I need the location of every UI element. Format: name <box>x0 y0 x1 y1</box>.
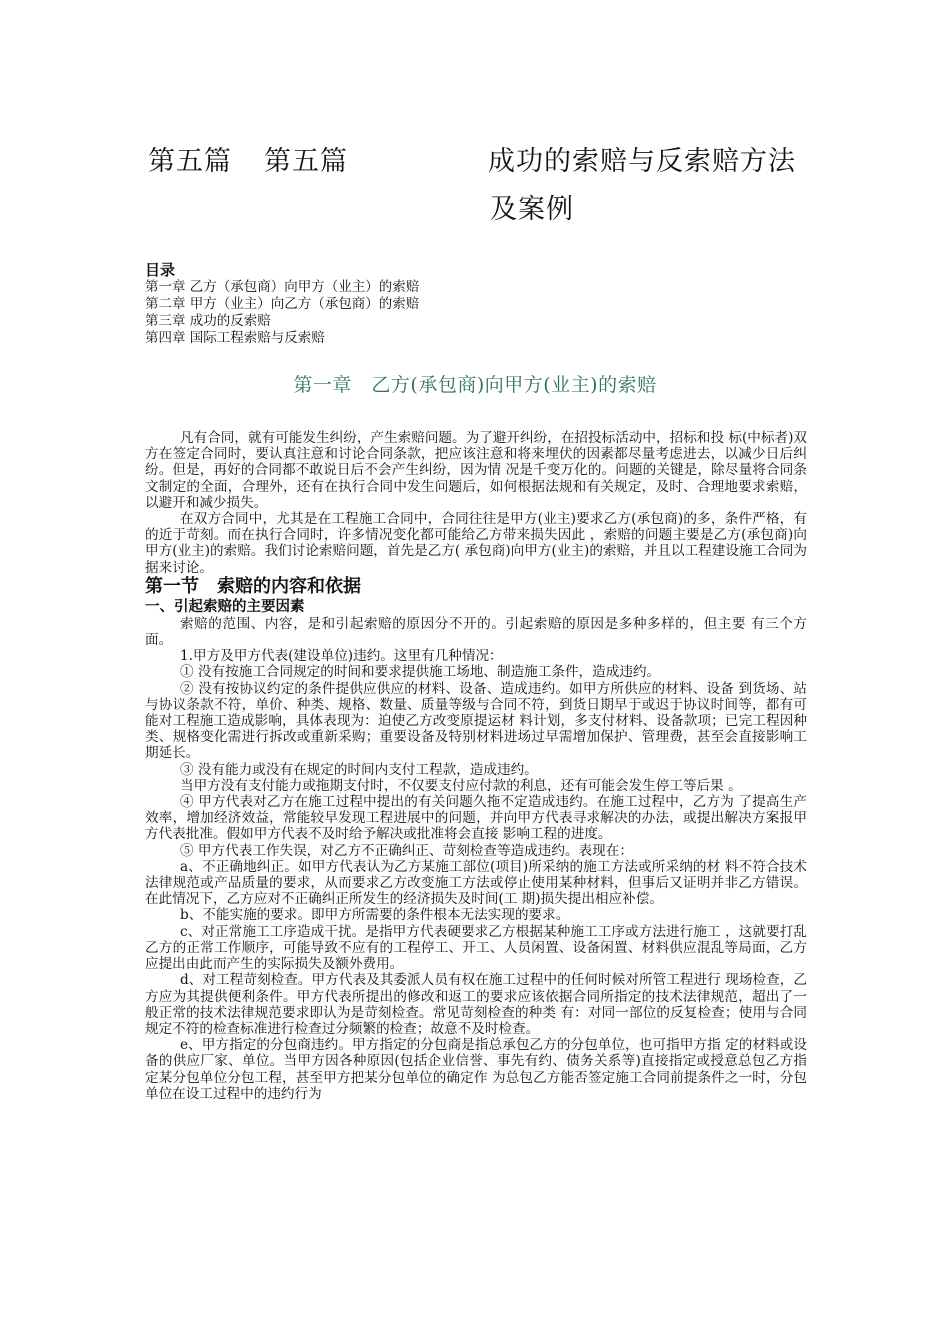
table-of-contents <box>145 262 419 347</box>
paragraph: d、对工程苛刻检查。甲方代表及其委派人员有权在施工过程中的任何时候对所管工程进行 现场检查，乙方应为其提供便利条件。甲方代表所提出的修改和返工的要求应该依据合同所指定的技术法律规范，超出了一般正常的技术法律规范要求即认为是苛刻检查。常见苛刻检查的种类 有：对同一部位的反复检查；使用与合同规定不符的检查标准进行检查过分频繁的检查；故意不及时检查。 <box>145 972 807 1037</box>
paragraph: 在双方合同中，尤其是在工程施工合同中，合同往往是甲方(业主)要求乙方(承包商)的多，条件严格，有的近于苛刻。而在执行合同时，许多情况变化都可能给乙方带来损失因此 ，索赔的问题主要是乙方(承包商)向甲方(业主)的索赔。我们讨论索赔问题，首先是乙方( 承包商)向甲方(业主)的索赔，并且以工程建设施工合同为据来讨论。 <box>145 511 807 576</box>
paragraph: ① 没有按施工合同规定的时间和要求提供施工场地、制造施工条件，造成违约。 <box>180 664 661 681</box>
section-heading: 第一节 索赔的内容和依据 <box>145 575 361 597</box>
paragraph: c、对正常施工工序造成干扰。是指甲方代表硬要求乙方根据某种施工工序或方法进行施工 ，这就要打乱乙方的正常工作顺序，可能导致不应有的工程停工、开工、人员闲置、设备闲置、材料供应混乱等局面，乙方应提出由此而产生的实际损失及额外费用。 <box>145 923 807 973</box>
toc-heading: 目录 <box>145 261 176 279</box>
subsection-heading: 一、引起索赔的主要因素 <box>145 598 305 615</box>
title-line2: 及案例 <box>490 194 574 225</box>
document-body <box>145 430 807 1102</box>
paragraph: 当甲方没有支付能力或拖期支付时，不仅要支付应付款的利息，还有可能会发生停工等后果 。 <box>180 777 742 794</box>
toc-item: 第二章 甲方（业主）向乙方（承包商）的索赔 <box>145 296 420 312</box>
paragraph: 凡有合同，就有可能发生纠纷，产生索赔问题。为了避开纠纷，在招投标活动中，招标和投 标(中标者)双方在签定合同时，要认真注意和讨论合同条款，把应该注意和将来埋伏的因素都尽量考虑进去，以减少日后纠纷。但是，再好的合同都不敢说日后不会产生纠纷，因为情 况是千变万化的。问题的关键是，除尽量将合同条文制定的全面，合理外，还有在执行合同中发生问题后，如何根据法规和有关规定，及时、合理地要求索赔，以避开和减少损失。 <box>145 430 807 511</box>
title-part-b: 第五篇 <box>264 146 348 177</box>
paragraph: ③ 没有能力或没有在规定的时间内支付工程款，造成违约。 <box>180 761 538 778</box>
paragraph: ② 没有按协议约定的条件提供应供应的材料、设备、造成违约。如甲方所供应的材料、设备 到货场、站与协议条款不符，单价、种类、规格、数量、质量等级与合同不符，到货日期早于或迟于协议时间等，都有可能对工程施工造成影响，具体表现为：迫使乙方改变原提运材 料计划，多支付材料、设备款项；已完工程因种类、规格变化需进行拆改或重新采购；重要设备及特别材料进场过早需增加保护、管理费，甚至会直接影响工期延长。 <box>145 680 807 762</box>
paragraph: a、不正确地纠正。如甲方代表认为乙方某施工部位(项目)所采纳的施工方法或所采纳的材 料不符合技术法律规范或产品质量的要求，从而要求乙方改变施工方法或停止使用某种材料，但事后又证明并非乙方错误。在此情况下，乙方应对不正确纠正所发生的经济损失及时间(工 期)损失提出相应补偿。 <box>145 858 807 908</box>
paragraph: ④ 甲方代表对乙方在施工过程中提出的有关问题久拖不定造成违约。在施工过程中，乙方为 了提高生产效率，增加经济效益，常能较早发现工程进展中的问题，并向甲方代表寻求解决的办法，或提出解决方案报甲方代表批准。假如甲方代表不及时给予解决或批准将会直接 影响工程的进度。 <box>145 794 807 843</box>
title-part-c: 成功的索赔与反索赔方法 <box>488 146 796 177</box>
paragraph: 1.甲方及甲方代表(建设单位)违约。这里有几种情况： <box>180 648 503 665</box>
chapter-heading: 第一章 乙方(承包商)向甲方(业主)的索赔 <box>293 374 657 396</box>
paragraph: e、甲方指定的分包商违约。甲方指定的分包商是指总承包乙方的分包单位，也可指甲方指 定的材料或设备的供应厂家、单位。当甲方因各种原因(包括企业信誉、事先有约、债务关系等)直接指定或授意总包乙方指定某分包单位分包工程，甚至甲方把某分包单位的确定作 为总包乙方能否签定施工合同前提条件之一时，分包单位在设工过程中的违约行为 <box>145 1037 807 1102</box>
toc-item: 第四章 国际工程索赔与反索赔 <box>145 330 325 346</box>
toc-item: 第一章 乙方（承包商）向甲方（业主）的索赔 <box>145 279 420 295</box>
paragraph: ⑤ 甲方代表工作失误，对乙方不正确纠正、苛刻检查等造成违约。表现在： <box>180 842 633 859</box>
paragraph: b、不能实施的要求。即甲方所需要的条件根本无法实现的要求。 <box>180 907 570 924</box>
paragraph: 索赔的范围、内容，是和引起索赔的原因分不开的。引起索赔的原因是多种多样的，但主要 有三个方面。 <box>145 615 807 649</box>
title-part-a: 第五篇 <box>148 146 232 177</box>
toc-item: 第三章 成功的反索赔 <box>145 313 271 329</box>
